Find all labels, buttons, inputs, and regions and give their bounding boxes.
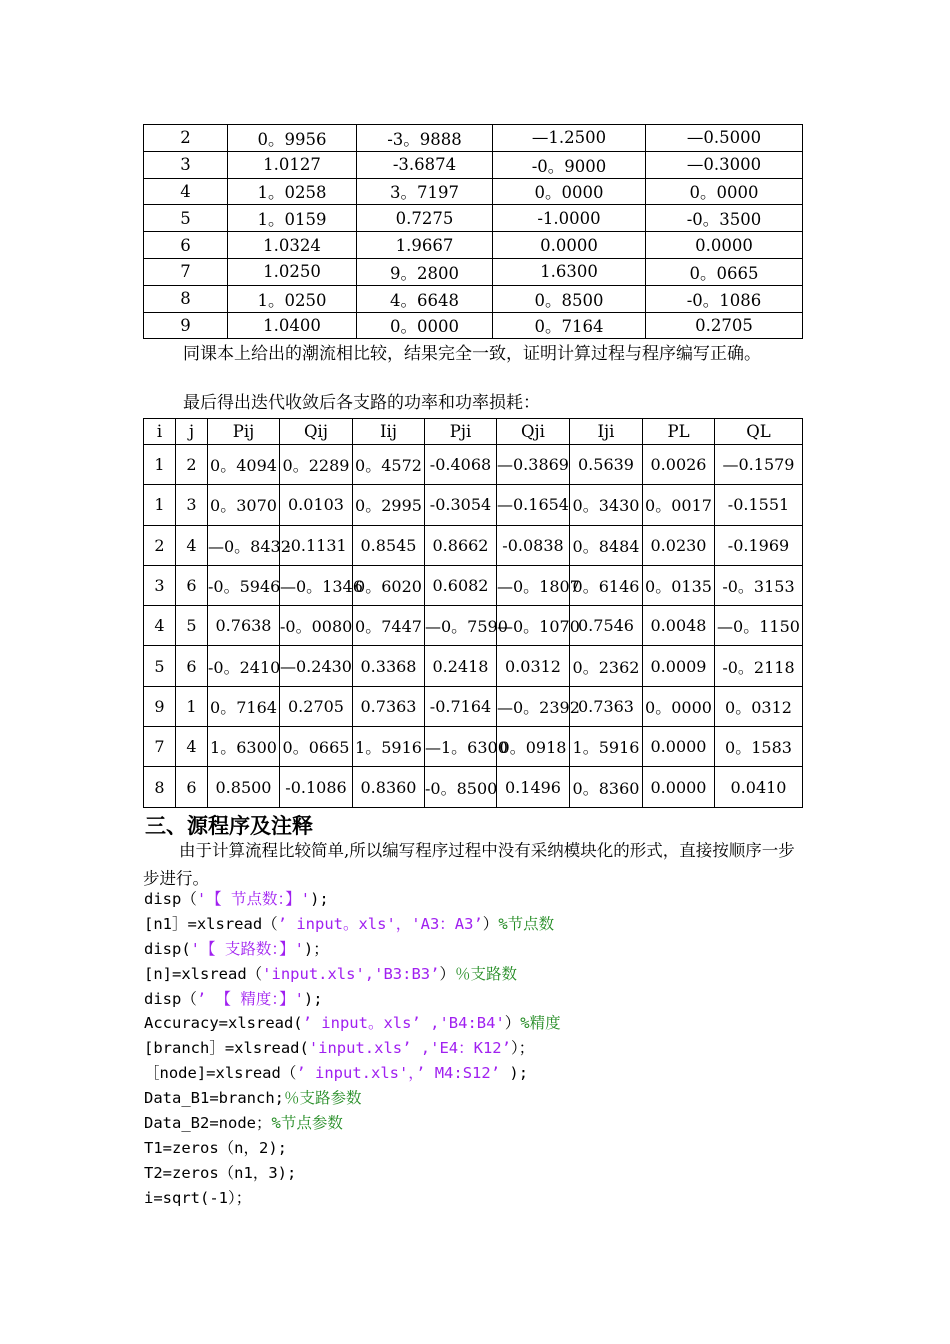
code-text: Accuracy=xlsread( [144,1014,303,1033]
table-row [144,151,803,178]
table-cell: -0.0838 [497,525,570,565]
table-cell: 6 [176,767,208,807]
table-cell: 0。6146 [570,565,643,605]
code-text: Data_B2=node； [144,1114,272,1133]
code-line [144,1136,561,1161]
table-cell: 0。7447 [353,606,425,646]
table-cell: 1.0324 [228,232,357,259]
table-cell: 0。8360 [570,767,643,807]
column-header: Qij [280,419,353,445]
table-cell: 0。0000 [646,178,803,205]
table-cell: —0。7590 [425,606,497,646]
table-cell: 3 [144,565,176,605]
table-cell: 1.0400 [228,312,357,339]
table-cell: 2 [176,445,208,485]
node-voltage-table [143,124,803,339]
table-cell: —0.3869 [497,445,570,485]
table-cell: —0。2392 [497,686,570,726]
table-cell: —0.3000 [646,151,803,178]
table-cell: 6 [176,565,208,605]
table-cell: 0.1496 [497,767,570,807]
code-text: disp( [144,939,191,958]
table-cell: -0。5946 [208,565,280,605]
code-text: ); [500,1064,529,1083]
code-text: )； [303,939,329,958]
table-cell: 0。2995 [353,485,425,525]
table-cell: 0.8545 [353,525,425,565]
table-cell: 1.0250 [228,258,357,285]
table-cell: 0。1583 [715,727,803,767]
table-row [144,606,803,646]
table-cell: —0.5000 [646,125,803,152]
table-cell: —0.1654 [497,485,570,525]
table-cell: -3。9888 [357,125,493,152]
table-cell: 0。2289 [280,445,353,485]
table-cell: -0.1131 [280,525,353,565]
table-cell: 4 [144,178,228,205]
table-cell: -0.1086 [280,767,353,807]
table-row [144,525,803,565]
table-cell: 9 [144,686,176,726]
table-cell: -0。9000 [493,151,646,178]
table-cell: 1。0258 [228,178,357,205]
code-string: ’ input。xls’ ,'B4:B4' [302,1014,505,1033]
table-row [144,565,803,605]
table-row [144,686,803,726]
column-header: i [144,419,176,445]
table-cell: 0.0009 [643,646,715,686]
table-cell: 0。3070 [208,485,280,525]
table-cell: 0.8360 [353,767,425,807]
table-cell: 9 [144,312,228,339]
code-text: ） [482,914,499,933]
code-line [144,1111,561,1136]
table-cell: —1.2500 [493,125,646,152]
table-cell: 0.0000 [493,232,646,259]
table-cell: 1 [144,445,176,485]
table-cell: 3 [144,151,228,178]
table-cell: 0.2418 [425,646,497,686]
table-row [144,232,803,259]
code-line [144,1086,561,1111]
table-cell: 0.7546 [570,606,643,646]
table-cell: 7 [144,727,176,767]
code-line [144,1011,561,1036]
table-row [144,312,803,339]
table-cell: -0。3500 [646,205,803,232]
table-cell: -0。2410 [208,646,280,686]
table-row [144,285,803,312]
table-row [144,767,803,807]
table-cell: 4 [176,727,208,767]
table-row [144,178,803,205]
table-cell: 1。5916 [353,727,425,767]
table-cell: -0。2118 [715,646,803,686]
table-cell: 0。4094 [208,445,280,485]
table-row [144,646,803,686]
table-cell: 0.7363 [353,686,425,726]
table-cell: 0.0026 [643,445,715,485]
code-text: ） [504,1014,521,1033]
table-cell: -3.6874 [357,151,493,178]
code-text: T2=zeros（n1，3); [144,1163,297,1182]
table-cell: 3。7197 [357,178,493,205]
table-cell: 6 [176,646,208,686]
code-string: '【 支路数：】' [190,939,304,958]
table-cell: 0。9956 [228,125,357,152]
table-cell: 1。6300 [208,727,280,767]
code-text: ）； [510,1039,535,1058]
table-cell: -0。8500 [425,767,497,807]
table-cell: 0.7638 [208,606,280,646]
table-row [144,445,803,485]
table-cell: -0.7164 [425,686,497,726]
column-header: Iji [570,419,643,445]
code-comment: %节点数 [498,914,555,933]
code-comment: %节点参数 [271,1114,343,1133]
table-cell: 3 [176,485,208,525]
table-cell: 8 [144,767,176,807]
table-cell: 5 [144,646,176,686]
code-string: ’ 【 精度：】' [196,989,304,1008]
column-header: j [176,419,208,445]
table-cell: 0。0000 [357,312,493,339]
table-row [144,125,803,152]
table-cell: -1.0000 [493,205,646,232]
code-text: i=sqrt(-1）； [144,1188,252,1207]
code-comment: %精度 [520,1014,561,1033]
table-cell: 0.0230 [643,525,715,565]
code-text: disp（ [144,890,197,908]
table-cell: —0。1807 [497,565,570,605]
table-cell: 1.0127 [228,151,357,178]
table-cell: —0。1346 [280,565,353,605]
table-cell: 0。8500 [493,285,646,312]
table-cell: —1。6300 [425,727,497,767]
table-cell: 0.8662 [425,525,497,565]
table-cell: 1.9667 [357,232,493,259]
table-cell: -0。0080 [280,606,353,646]
table-header-row [144,419,803,445]
table-cell: 9。2800 [357,258,493,285]
table-cell: 0.7275 [357,205,493,232]
method-paragraph: 由于计算流程比较简单,所以编写程序过程中没有采纳模块化的形式，直接按顺序一步步进行。 [143,841,795,888]
table-cell: 0.7363 [570,686,643,726]
table-cell: 0.3368 [353,646,425,686]
code-line [144,912,561,937]
table-cell: 1。5916 [570,727,643,767]
table-cell: 0。0665 [646,258,803,285]
code-line [144,887,561,912]
code-text: disp（ [144,989,197,1008]
table-cell: 0.0000 [643,727,715,767]
table-cell: 6 [144,232,228,259]
table-cell: -0.4068 [425,445,497,485]
table-cell: 0。7164 [208,686,280,726]
table-cell: 0。3430 [570,485,643,525]
table-cell: 5 [176,606,208,646]
table-cell: 0。4572 [353,445,425,485]
table-cell: 0.0000 [643,767,715,807]
table-cell: —0。1070 [497,606,570,646]
code-line [144,1061,561,1086]
code-string: 'input.xls’ ,'E4：K12’ [308,1039,511,1058]
code-string: 'input.xls','B3:B3’ [262,964,440,983]
table-cell: —0.1579 [715,445,803,485]
table-cell: 0。0918 [497,727,570,767]
code-line [144,937,561,962]
column-header: QL [715,419,803,445]
comparison-paragraph: 同课本上给出的潮流相比较，结果完全一致，证明计算过程与程序编写正确。 [183,344,761,364]
table-cell: 7 [144,258,228,285]
table-cell: 8 [144,285,228,312]
table-row [144,485,803,525]
table-cell: 0。6020 [353,565,425,605]
table-cell: 0。8484 [570,525,643,565]
source-code-block [144,887,561,1211]
table-cell: -0.1551 [715,485,803,525]
table-row [144,258,803,285]
table-cell: 0.0048 [643,606,715,646]
table-cell: 0。7164 [493,312,646,339]
table-cell: 1.6300 [493,258,646,285]
table-cell: 1。0250 [228,285,357,312]
table-cell: —0.2430 [280,646,353,686]
table-cell: -0.3054 [425,485,497,525]
table-cell: —0。8432 [208,525,280,565]
code-text: [n1］=xlsread（ [144,914,278,933]
table-cell: 0。0000 [493,178,646,205]
table-cell: 2 [144,525,176,565]
table-cell: 0.2705 [280,686,353,726]
table-cell: 0.6082 [425,565,497,605]
table-row [144,727,803,767]
table-cell: 0。0000 [643,686,715,726]
code-string: ’ input。xls'，'A3：A3’ [277,914,483,933]
column-header: Pji [425,419,497,445]
table-cell: 1。0159 [228,205,357,232]
table-cell: 2 [144,125,228,152]
section-title: 三、源程序及注释 [145,814,313,838]
table-cell: 1 [176,686,208,726]
table-cell: 4 [176,525,208,565]
code-text: ); [303,989,323,1008]
table-cell: 0.0103 [280,485,353,525]
table-cell: 5 [144,205,228,232]
code-text: [branch］=xlsread( [144,1039,309,1058]
table-cell: 0.2705 [646,312,803,339]
column-header: Pij [208,419,280,445]
table-cell: 0.8500 [208,767,280,807]
code-line [144,1186,561,1211]
table-cell: 0。0135 [643,565,715,605]
column-header: PL [643,419,715,445]
table-row [144,205,803,232]
code-string: '【 节点数：】' [196,890,311,908]
column-header: Iij [353,419,425,445]
table-cell: 0。0665 [280,727,353,767]
table-cell: 4 [144,606,176,646]
code-string: ’ input.xls'，’ M4:S12’ [296,1064,501,1083]
code-text: ） [439,964,455,983]
table-cell: -0。1086 [646,285,803,312]
code-comment: ％支路数 [454,964,517,983]
table-cell: 0。0017 [643,485,715,525]
branch-power-table [143,418,803,808]
table-cell: 4。6648 [357,285,493,312]
code-line [144,1036,561,1061]
code-line [144,962,561,987]
table-cell: 0。2362 [570,646,643,686]
table-cell: 0.0410 [715,767,803,807]
table-cell: 0。0312 [715,686,803,726]
code-text: ［node]=xlsread（ [144,1064,297,1083]
table-cell: -0.1969 [715,525,803,565]
code-line [144,1161,561,1186]
branch-power-intro: 最后得出迭代收敛后各支路的功率和功率损耗： [183,393,540,413]
code-comment: ％支路参数 [283,1089,362,1108]
column-header: Qji [497,419,570,445]
code-line [144,987,561,1012]
code-text: ); [310,890,329,908]
table-cell: 0.0000 [646,232,803,259]
code-text: [n]=xlsread（ [144,964,263,983]
table-cell: 0.5639 [570,445,643,485]
table-cell: 0.0312 [497,646,570,686]
code-text: T1=zeros（n，2); [144,1138,287,1157]
table-cell: -0。3153 [715,565,803,605]
table-cell: 1 [144,485,176,525]
table-cell: —0。1150 [715,606,803,646]
code-text: Data_B1=branch; [144,1089,284,1108]
